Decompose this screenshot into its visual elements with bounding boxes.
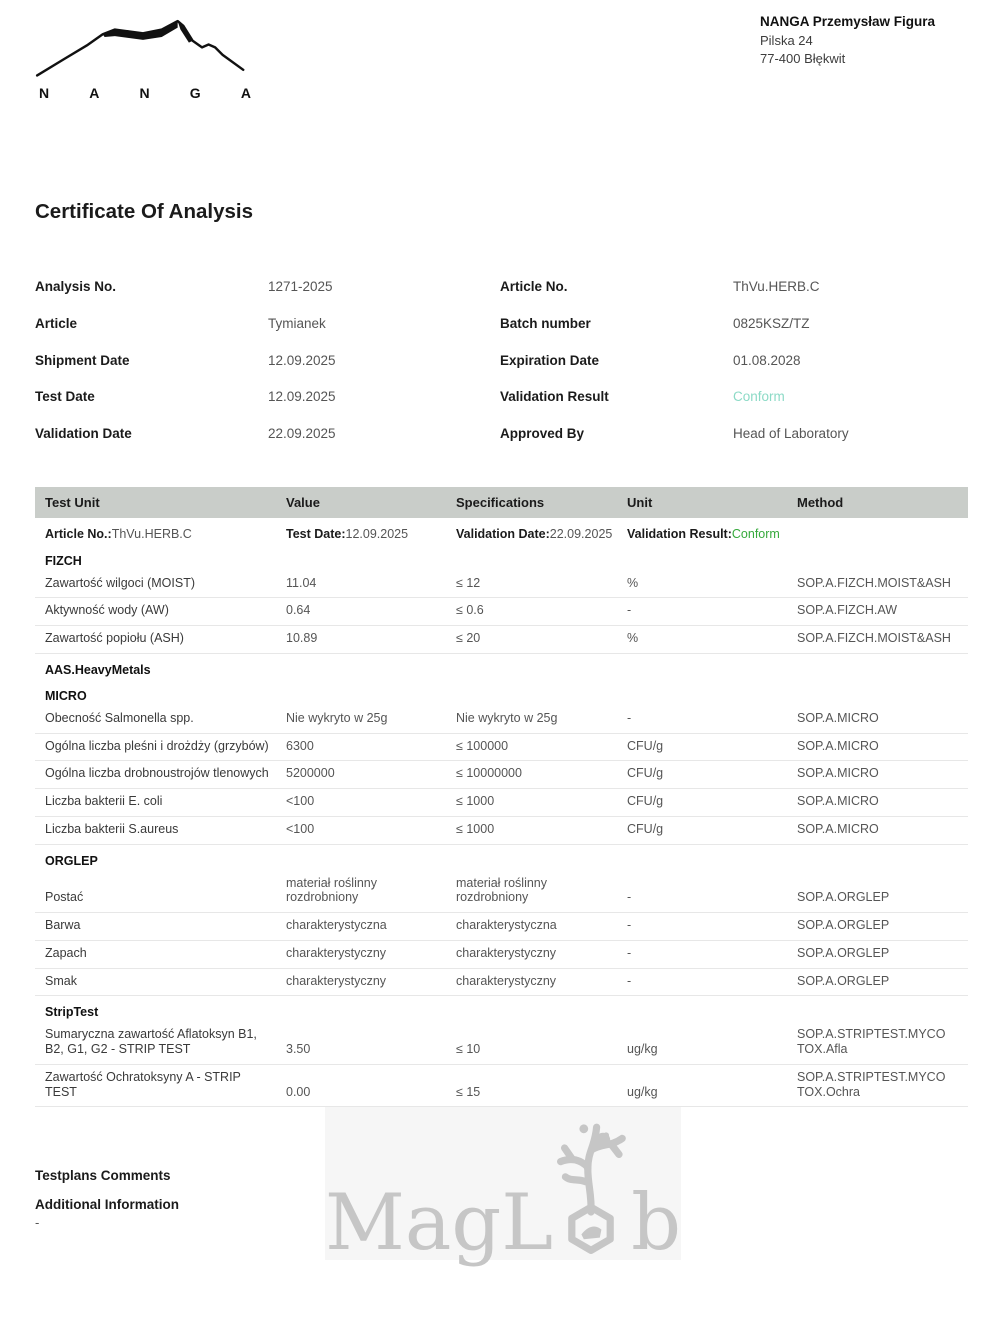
- subheader-label: Article No.:: [45, 527, 112, 541]
- cell-method: SOP.A.MICRO: [797, 738, 879, 753]
- cell-test-unit: Sumaryczna zawartość Aflatoksyn B1, B2, G1, G2 - STRIP TEST: [45, 1027, 257, 1057]
- table-row: [35, 761, 968, 789]
- cell-unit: %: [627, 575, 639, 590]
- cell-test-unit: Ogólna liczba drobnoustrojów tlenowych: [45, 766, 269, 781]
- additional-information-value: -: [35, 1215, 40, 1230]
- table-row: [35, 598, 968, 626]
- info-label: Analysis No.: [35, 279, 117, 294]
- info-row: [500, 389, 965, 426]
- info-label: Expiration Date: [500, 352, 600, 368]
- column-header-method: Method: [797, 495, 844, 510]
- info-value: Tymianek: [268, 315, 326, 331]
- cell-value: 5200000: [286, 766, 335, 781]
- cell-value: 0.00: [286, 1084, 311, 1099]
- info-label: Batch number: [500, 315, 591, 331]
- table-row: [35, 706, 968, 734]
- cell-value: 6300: [286, 738, 314, 753]
- section-header-striptest: StripTest: [45, 1005, 99, 1020]
- subheader-label: Validation Result:: [627, 527, 732, 541]
- cell-value: materiał roślinny rozdrobniony: [286, 875, 378, 905]
- cell-specifications: ≤ 1000: [456, 794, 495, 809]
- additional-information-label: Additional Information: [35, 1197, 179, 1212]
- info-value: 0825KSZ/TZ: [733, 315, 810, 331]
- cell-test-unit: Smak: [45, 973, 77, 988]
- subheader-value: ThVu.HERB.C: [111, 527, 192, 541]
- table-row: [35, 1065, 968, 1108]
- cell-value: charakterystyczny: [286, 973, 387, 988]
- cell-specifications: ≤ 15: [456, 1084, 481, 1099]
- table-subheader-row: [35, 518, 968, 545]
- table-row: [35, 1022, 968, 1065]
- table-row: [35, 571, 968, 599]
- cell-test-unit: Liczba bakterii S.aureus: [45, 821, 179, 836]
- info-value: 01.08.2028: [733, 352, 801, 368]
- subheader-cell: [286, 527, 456, 543]
- cell-test-unit: Zawartość Ochratoksyny A - STRIP TEST: [45, 1069, 241, 1099]
- cell-unit: -: [627, 603, 632, 618]
- table-row: [35, 969, 968, 997]
- cell-method: SOP.A.STRIPTEST.MYCOTOX.Ochra: [797, 1069, 946, 1099]
- cell-method: SOP.A.MICRO: [797, 794, 879, 809]
- cell-specifications: ≤ 10: [456, 1042, 481, 1057]
- cell-test-unit: Liczba bakterii E. coli: [45, 794, 163, 809]
- watermark-panel: [324, 1107, 682, 1269]
- info-value: Head of Laboratory: [733, 426, 849, 442]
- cell-specifications: Nie wykryto w 25g: [456, 710, 558, 725]
- info-value: 1271-2025: [268, 279, 333, 294]
- cell-method: SOP.A.FIZCH.MOIST&ASH: [797, 631, 951, 646]
- info-row: [35, 389, 500, 426]
- info-row: [500, 353, 965, 390]
- logo-letter: N: [139, 85, 150, 101]
- table-row: [35, 626, 968, 654]
- cell-value: charakterystyczny: [286, 945, 387, 960]
- column-header-value: Value: [286, 495, 320, 510]
- info-value: 12.09.2025: [268, 389, 336, 405]
- watermark-text-prefix: MagL: [324, 1178, 554, 1269]
- subheader-label: Test Date:: [286, 527, 346, 541]
- cell-specifications: ≤ 100000: [456, 738, 509, 753]
- nanga-logo: [35, 8, 251, 101]
- table-body: [35, 545, 968, 1108]
- cell-unit: -: [627, 890, 632, 905]
- info-row: [35, 316, 500, 353]
- cell-method: SOP.A.FIZCH.AW: [797, 603, 898, 618]
- testplans-comments-label: Testplans Comments: [35, 1168, 171, 1183]
- cell-value: 11.04: [286, 575, 317, 590]
- section-header-orglep: ORGLEP: [45, 853, 98, 868]
- info-label: Shipment Date: [35, 352, 130, 368]
- info-row: [500, 316, 965, 353]
- cell-unit: -: [627, 973, 632, 988]
- watermark-text-suffix: b: [631, 1178, 682, 1269]
- info-value: Conform: [733, 389, 785, 405]
- company-street: Pilska 24: [760, 32, 813, 48]
- mountain-ridge-icon: [35, 8, 251, 82]
- cell-specifications: charakterystyczna: [456, 918, 557, 933]
- cell-test-unit: Obecność Salmonella spp.: [45, 710, 194, 725]
- cell-specifications: ≤ 0.6: [456, 603, 484, 618]
- cell-method: SOP.A.ORGLEP: [797, 945, 890, 960]
- cell-method: SOP.A.ORGLEP: [797, 918, 890, 933]
- column-header-specifications: Specifications: [456, 495, 545, 510]
- cell-method: SOP.A.ORGLEP: [797, 973, 890, 988]
- cell-unit: CFU/g: [627, 794, 664, 809]
- subheader-value: 12.09.2025: [345, 527, 409, 541]
- cell-specifications: charakterystyczny: [456, 973, 557, 988]
- info-label: Approved By: [500, 426, 585, 442]
- table-header-row: [35, 487, 968, 518]
- cell-test-unit: Zawartość wilgoci (MOIST): [45, 575, 196, 590]
- page-title: Certificate Of Analysis: [35, 200, 253, 223]
- section-header-fizch: FIZCH: [45, 553, 82, 568]
- cell-specifications: ≤ 20: [456, 631, 481, 646]
- cell-value: 10.89: [286, 631, 318, 646]
- cell-test-unit: Ogólna liczba pleśni i drożdży (grzybów): [45, 738, 269, 753]
- subheader-cell: [35, 527, 286, 543]
- cell-specifications: ≤ 12: [456, 575, 481, 590]
- company-address-block: [760, 12, 935, 69]
- cell-value: <100: [286, 821, 315, 836]
- cell-test-unit: Zawartość popiołu (ASH): [45, 631, 184, 646]
- cell-test-unit: Zapach: [45, 945, 87, 960]
- section-header-aas.heavymetals: AAS.HeavyMetals: [45, 662, 151, 677]
- cell-test-unit: Aktywność wody (AW): [45, 603, 169, 618]
- company-city: 77-400 Błękwit: [760, 51, 846, 67]
- info-label: Validation Date: [35, 426, 132, 442]
- info-column-right: [500, 279, 965, 463]
- cell-specifications: charakterystyczny: [456, 945, 557, 960]
- info-row: [35, 353, 500, 390]
- info-row: [500, 426, 965, 463]
- results-table: [35, 487, 968, 1107]
- company-name: NANGA Przemysław Figura: [760, 14, 936, 29]
- logo-letter: A: [240, 85, 251, 101]
- cell-specifications: materiał roślinny rozdrobniony: [456, 875, 548, 905]
- info-label: Article: [35, 315, 78, 331]
- cell-method: SOP.A.MICRO: [797, 766, 879, 781]
- info-label: Test Date: [35, 389, 95, 405]
- cell-value: 0.64: [286, 603, 311, 618]
- cell-unit: -: [627, 710, 632, 725]
- info-value: 22.09.2025: [268, 426, 336, 442]
- cell-method: SOP.A.MICRO: [797, 821, 879, 836]
- logo-wordmark: [39, 85, 251, 101]
- cell-unit: ug/kg: [627, 1084, 658, 1099]
- table-row: [35, 913, 968, 941]
- column-header-unit: Unit: [627, 495, 653, 510]
- cell-method: SOP.A.ORGLEP: [797, 890, 890, 905]
- certificate-info: [35, 279, 970, 463]
- table-row: [35, 871, 968, 914]
- section-header-micro: MICRO: [45, 688, 87, 703]
- cell-test-unit: Barwa: [45, 918, 81, 933]
- cell-method: SOP.A.STRIPTEST.MYCOTOX.Afla: [797, 1027, 946, 1057]
- info-row: [500, 279, 965, 316]
- table-row: [35, 734, 968, 762]
- subheader-cell: [627, 527, 968, 543]
- info-value: ThVu.HERB.C: [733, 279, 820, 294]
- logo-letter: G: [189, 85, 201, 101]
- logo-letter: A: [89, 85, 100, 101]
- info-row: [35, 426, 500, 463]
- cell-specifications: ≤ 1000: [456, 821, 495, 836]
- maglab-tree-flask-icon: [547, 1114, 635, 1262]
- subheader-value: 22.09.2025: [549, 527, 613, 541]
- cell-method: SOP.A.MICRO: [797, 710, 879, 725]
- cell-value: charakterystyczna: [286, 918, 387, 933]
- cell-unit: ug/kg: [627, 1042, 658, 1057]
- info-row: [35, 279, 500, 316]
- info-label: Validation Result: [500, 389, 609, 405]
- logo-letter: N: [39, 85, 50, 101]
- cell-value: Nie wykryto w 25g: [286, 710, 388, 725]
- cell-value: <100: [286, 794, 315, 809]
- cell-method: SOP.A.FIZCH.MOIST&ASH: [797, 575, 951, 590]
- maglab-watermark: [324, 1114, 682, 1269]
- info-value: 12.09.2025: [268, 352, 336, 368]
- cell-unit: -: [627, 945, 632, 960]
- column-header-test-unit: Test Unit: [45, 495, 100, 510]
- cell-unit: CFU/g: [627, 766, 664, 781]
- table-row: [35, 789, 968, 817]
- cell-unit: CFU/g: [627, 821, 664, 836]
- cell-unit: %: [627, 631, 639, 646]
- cell-test-unit: Postać: [45, 890, 84, 905]
- info-column-left: [35, 279, 500, 463]
- table-row: [35, 941, 968, 969]
- info-label: Article No.: [500, 279, 568, 294]
- cell-specifications: ≤ 10000000: [456, 766, 522, 781]
- table-row: [35, 817, 968, 845]
- subheader-label: Validation Date:: [456, 527, 550, 541]
- cell-value: 3.50: [286, 1042, 311, 1057]
- subheader-cell: [456, 527, 627, 543]
- subheader-value: Conform: [731, 527, 780, 541]
- cell-unit: -: [627, 918, 632, 933]
- cell-unit: CFU/g: [627, 738, 664, 753]
